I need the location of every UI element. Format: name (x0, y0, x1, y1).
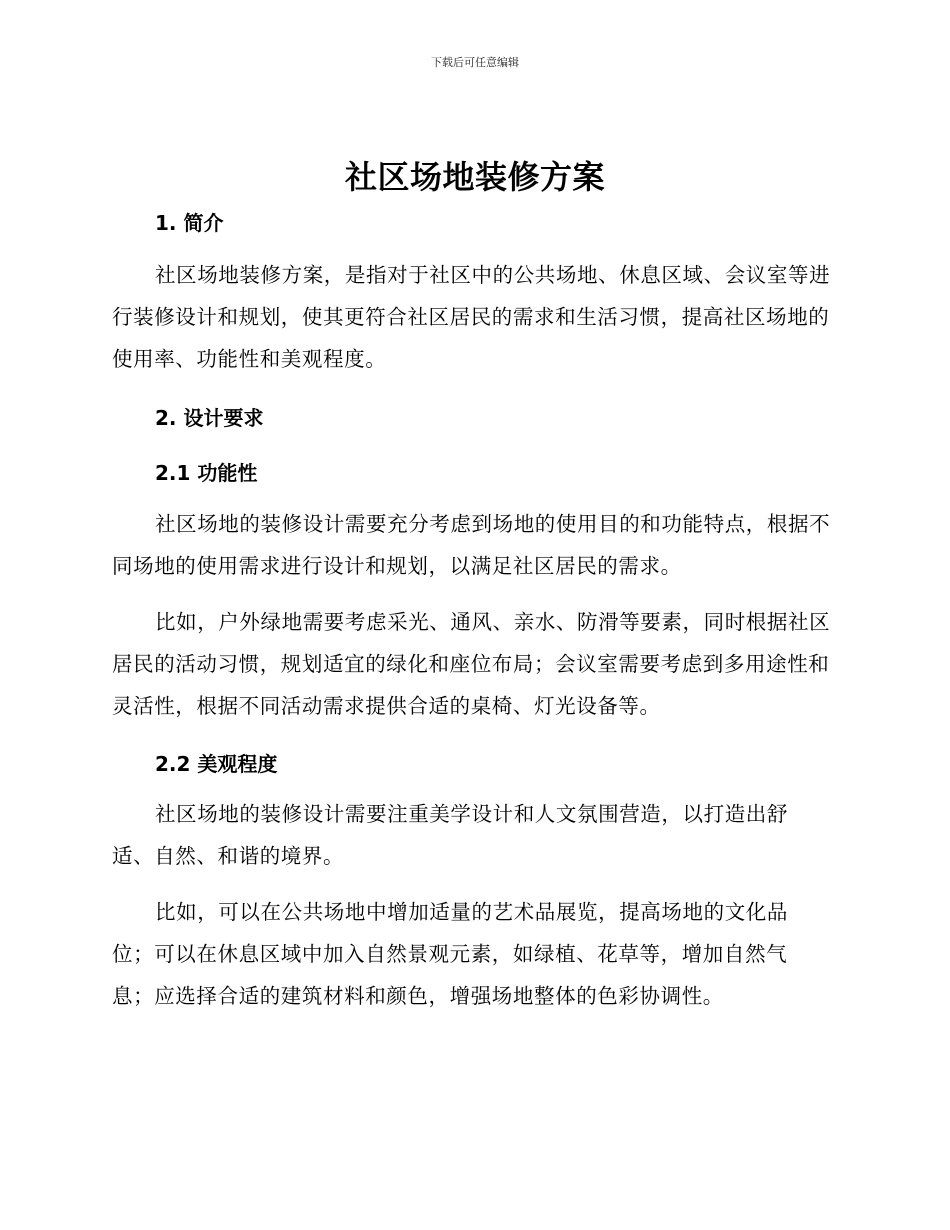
section-heading-design-requirements: 2. 设计要求 (155, 406, 264, 430)
section-heading-aesthetics: 2.2 美观程度 (155, 752, 278, 776)
section-heading-intro: 1. 简介 (155, 211, 224, 235)
section-body-functionality-2 (112, 601, 832, 727)
section-body-aesthetics-2 (112, 891, 832, 1017)
paragraph: 社区场地装修方案，是指对于社区中的公共场地、休息区域、会议室等进行装修设计和规划，使其更符合社区居民的需求和生活习惯，提高社区场地的使用率、功能性和美观程度。 (112, 263, 831, 371)
page-header-note: 下载后可任意编辑 (431, 56, 519, 69)
section-body-aesthetics-1 (112, 793, 832, 877)
section-heading-functionality: 2.1 功能性 (155, 461, 258, 485)
section-body-functionality-1 (112, 503, 832, 587)
paragraph: 社区场地的装修设计需要注重美学设计和人文氛围营造，以打造出舒适、自然、和谐的境界。 (112, 802, 788, 868)
paragraph: 比如，户外绿地需要考虑采光、通风、亲水、防滑等要素，同时根据社区居民的活动习惯，规划适宜的绿化和座位布局；会议室需要考虑到多用途性和灵活性，根据不同活动需求提供合适的桌椅、灯光设备等。 (112, 610, 831, 718)
document-title: 社区场地装修方案 (344, 158, 605, 196)
paragraph: 比如，可以在公共场地中增加适量的艺术品展览，提高场地的文化品位；可以在休息区域中加入自然景观元素，如绿植、花草等，增加自然气息；应选择合适的建筑材料和颜色，增强场地整体的色彩协调性。 (112, 900, 788, 1008)
paragraph: 社区场地的装修设计需要充分考虑到场地的使用目的和功能特点，根据不同场地的使用需求进行设计和规划，以满足社区居民的需求。 (112, 512, 831, 578)
section-body-intro (112, 254, 832, 380)
